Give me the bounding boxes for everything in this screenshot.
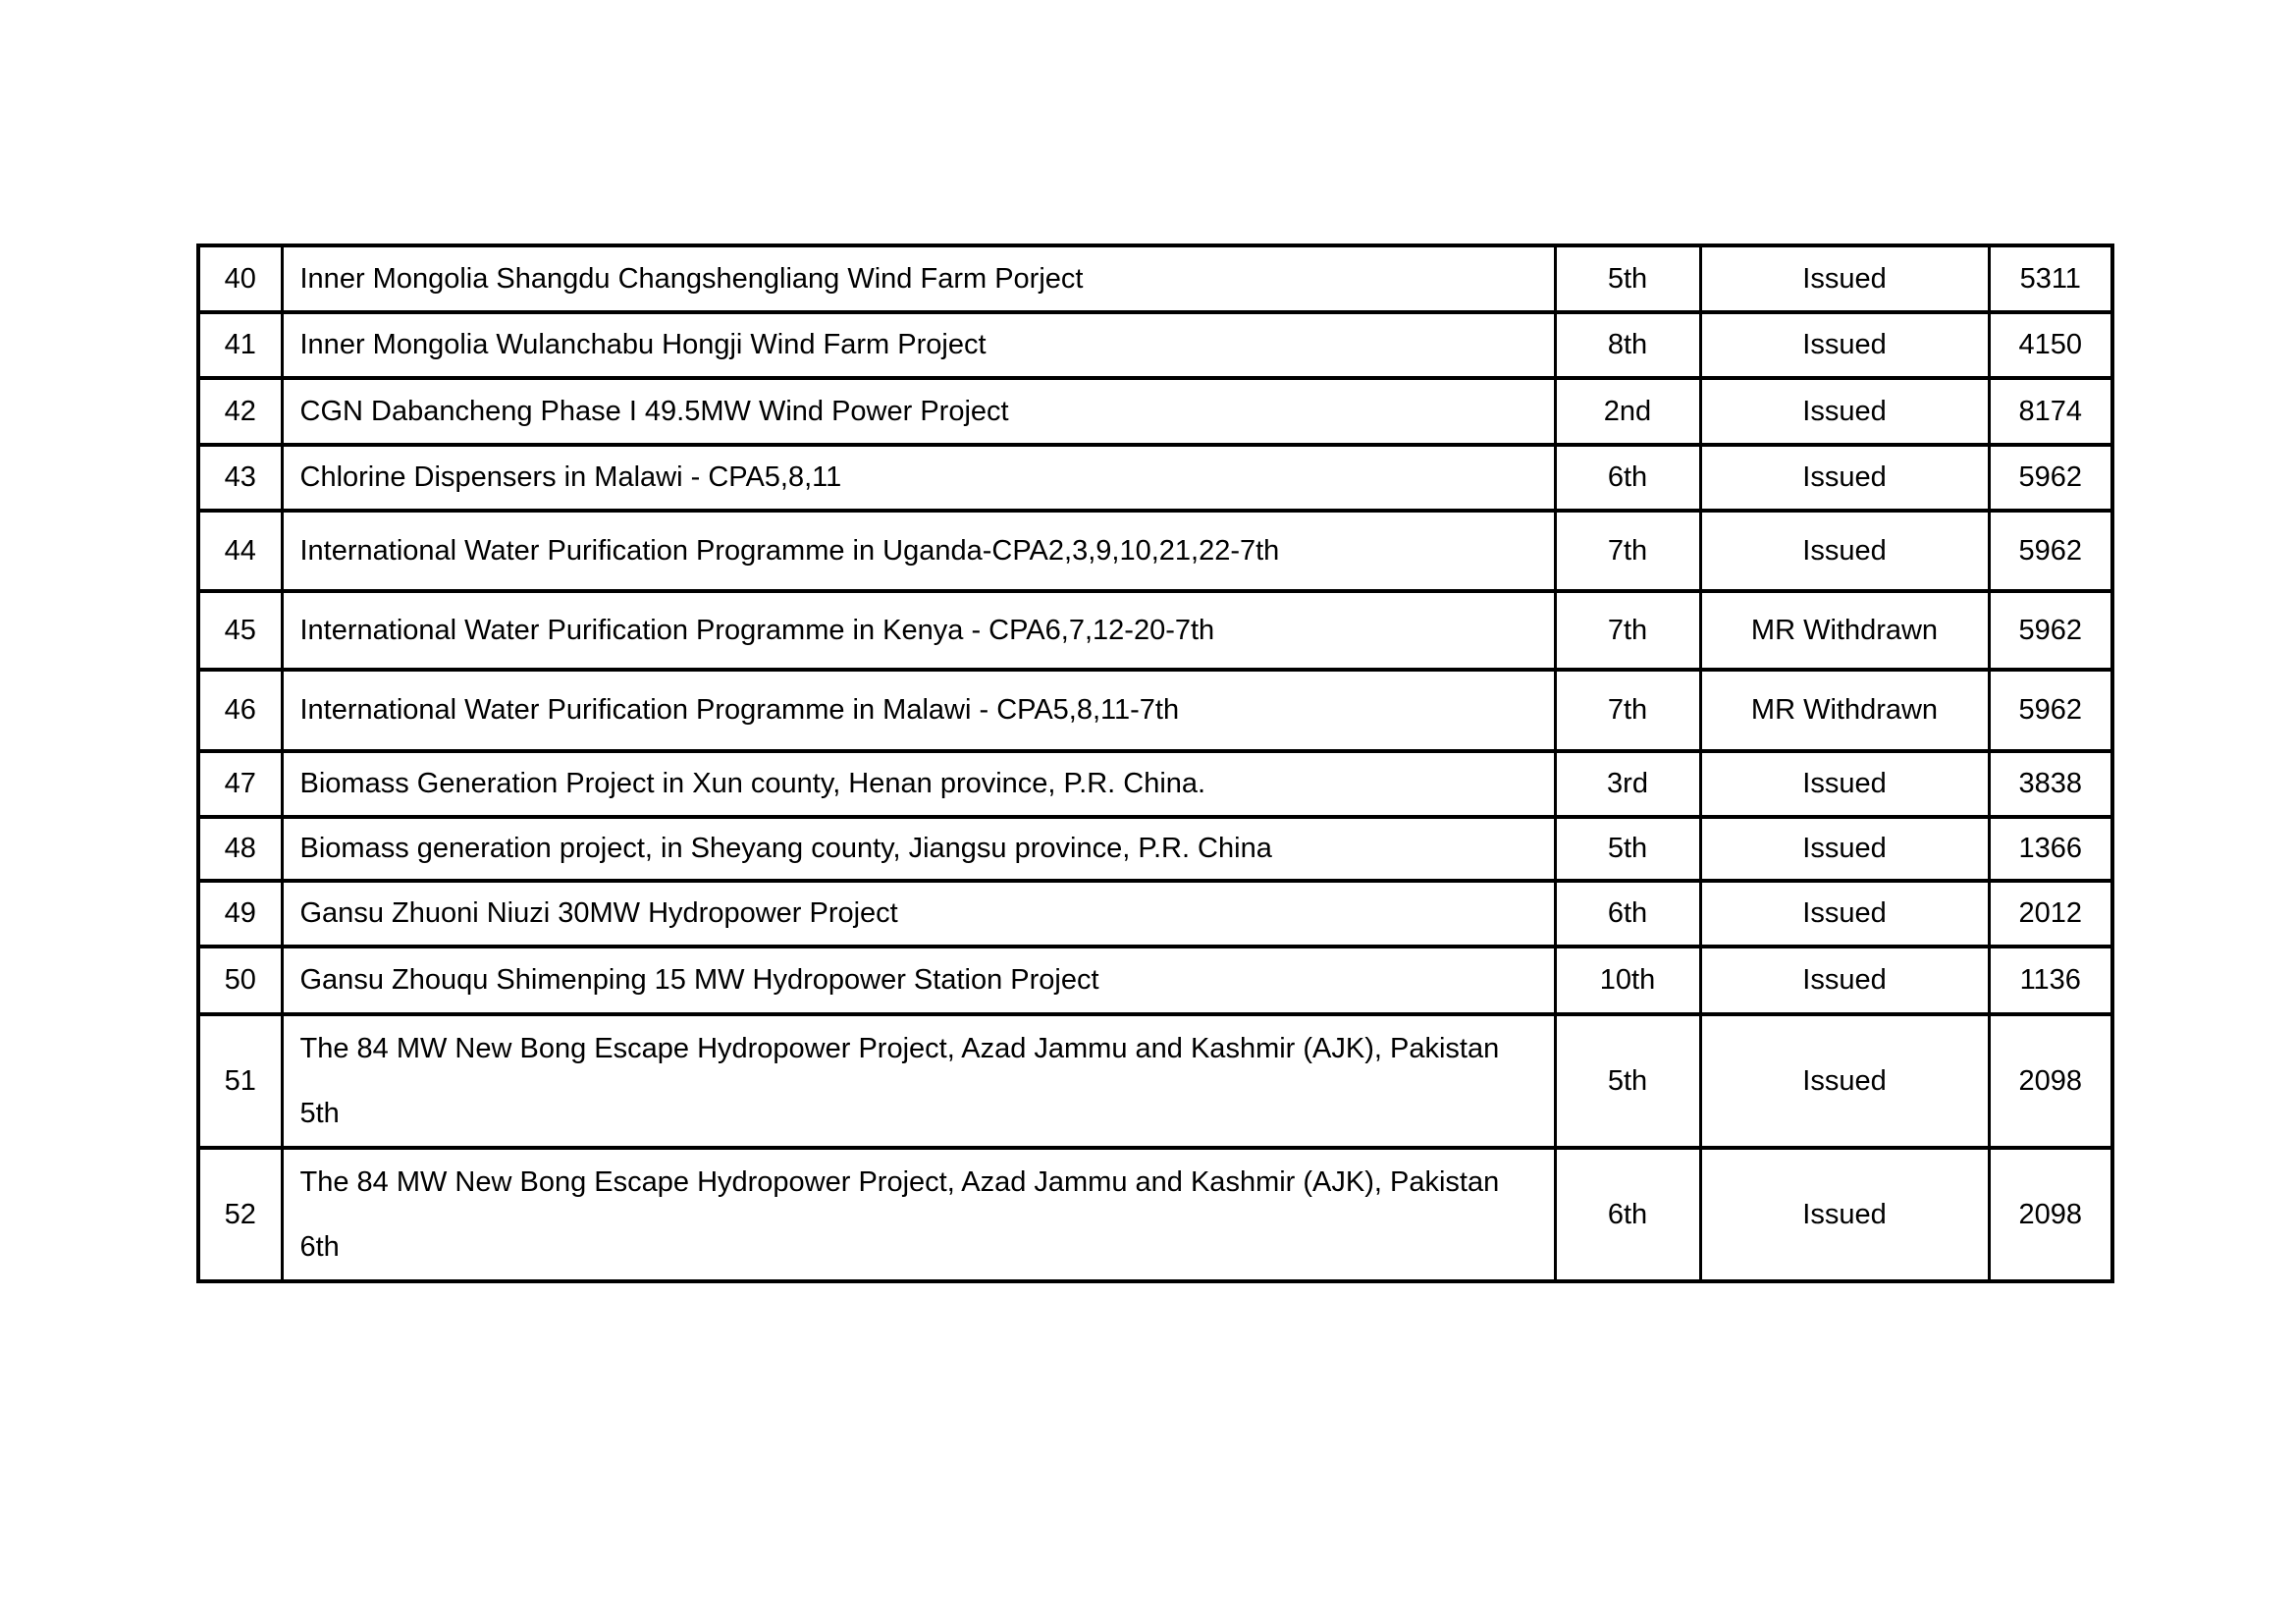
table-row — [198, 751, 2112, 817]
project-cell: Inner Mongolia Shangdu Changshengliang Wind Farm Porject — [282, 245, 1555, 312]
session-cell: 3rd — [1555, 751, 1700, 817]
table-row — [198, 947, 2112, 1014]
table-row — [198, 445, 2112, 511]
project-cell: International Water Purification Programme in Malawi - CPA5,8,11-7th — [282, 670, 1555, 751]
ref-cell: 5311 — [1989, 245, 2112, 312]
project-table-body — [198, 245, 2112, 1281]
status-cell: Issued — [1700, 751, 1989, 817]
row-number-cell: 42 — [198, 378, 282, 445]
status-cell: Issued — [1700, 947, 1989, 1014]
session-cell: 8th — [1555, 312, 1700, 378]
project-cell: Biomass Generation Project in Xun county, Henan province, P.R. China. — [282, 751, 1555, 817]
project-line-2: 5th — [299, 1098, 340, 1129]
status-cell: Issued — [1700, 245, 1989, 312]
session-cell: 5th — [1555, 1014, 1700, 1148]
project-line-1: The 84 MW New Bong Escape Hydropower Project, Azad Jammu and Kashmir (AJK), Pakistan — [299, 1166, 1500, 1198]
project-cell: Chlorine Dispensers in Malawi - CPA5,8,11 — [282, 445, 1555, 511]
project-cell: Biomass generation project, in Sheyang county, Jiangsu province, P.R. China — [282, 817, 1555, 881]
row-number-cell: 51 — [198, 1014, 282, 1148]
status-cell: Issued — [1700, 881, 1989, 947]
table-row — [198, 670, 2112, 751]
session-cell: 7th — [1555, 670, 1700, 751]
row-number-cell: 47 — [198, 751, 282, 817]
project-cell — [282, 1014, 1555, 1148]
status-cell: Issued — [1700, 511, 1989, 591]
status-cell: Issued — [1700, 312, 1989, 378]
row-number-cell: 48 — [198, 817, 282, 881]
session-cell: 5th — [1555, 817, 1700, 881]
table-row — [198, 245, 2112, 312]
status-cell: Issued — [1700, 1014, 1989, 1148]
ref-cell: 5962 — [1989, 670, 2112, 751]
session-cell: 6th — [1555, 445, 1700, 511]
table-row — [198, 591, 2112, 670]
row-number-cell: 41 — [198, 312, 282, 378]
ref-cell: 5962 — [1989, 445, 2112, 511]
project-cell: CGN Dabancheng Phase I 49.5MW Wind Power Project — [282, 378, 1555, 445]
ref-cell: 5962 — [1989, 591, 2112, 670]
row-number-cell: 46 — [198, 670, 282, 751]
status-cell: MR Withdrawn — [1700, 670, 1989, 751]
table-row — [198, 378, 2112, 445]
table-row — [198, 1148, 2112, 1281]
table-row — [198, 1014, 2112, 1148]
ref-cell: 2098 — [1989, 1014, 2112, 1148]
ref-cell: 8174 — [1989, 378, 2112, 445]
project-cell: Inner Mongolia Wulanchabu Hongji Wind Farm Project — [282, 312, 1555, 378]
row-number-cell: 45 — [198, 591, 282, 670]
table-row — [198, 511, 2112, 591]
project-cell — [282, 1148, 1555, 1281]
ref-cell: 2012 — [1989, 881, 2112, 947]
ref-cell: 3838 — [1989, 751, 2112, 817]
ref-cell: 1136 — [1989, 947, 2112, 1014]
row-number-cell: 50 — [198, 947, 282, 1014]
table-row — [198, 817, 2112, 881]
status-cell: Issued — [1700, 445, 1989, 511]
ref-cell: 2098 — [1989, 1148, 2112, 1281]
status-cell: Issued — [1700, 1148, 1989, 1281]
table-row — [198, 312, 2112, 378]
session-cell: 7th — [1555, 511, 1700, 591]
ref-cell: 1366 — [1989, 817, 2112, 881]
row-number-cell: 49 — [198, 881, 282, 947]
row-number-cell: 40 — [198, 245, 282, 312]
project-cell: International Water Purification Programme in Kenya - CPA6,7,12-20-7th — [282, 591, 1555, 670]
session-cell: 5th — [1555, 245, 1700, 312]
project-cell: International Water Purification Programme in Uganda-CPA2,3,9,10,21,22-7th — [282, 511, 1555, 591]
project-table — [196, 244, 2114, 1283]
session-cell: 2nd — [1555, 378, 1700, 445]
project-line-2: 6th — [299, 1231, 340, 1263]
session-cell: 6th — [1555, 881, 1700, 947]
session-cell: 7th — [1555, 591, 1700, 670]
row-number-cell: 52 — [198, 1148, 282, 1281]
project-line-1: The 84 MW New Bong Escape Hydropower Project, Azad Jammu and Kashmir (AJK), Pakistan — [299, 1033, 1500, 1064]
ref-cell: 4150 — [1989, 312, 2112, 378]
row-number-cell: 43 — [198, 445, 282, 511]
session-cell: 6th — [1555, 1148, 1700, 1281]
project-cell: Gansu Zhouqu Shimenping 15 MW Hydropower Station Project — [282, 947, 1555, 1014]
session-cell: 10th — [1555, 947, 1700, 1014]
row-number-cell: 44 — [198, 511, 282, 591]
status-cell: Issued — [1700, 378, 1989, 445]
project-cell: Gansu Zhuoni Niuzi 30MW Hydropower Project — [282, 881, 1555, 947]
status-cell: MR Withdrawn — [1700, 591, 1989, 670]
status-cell: Issued — [1700, 817, 1989, 881]
table-row — [198, 881, 2112, 947]
ref-cell: 5962 — [1989, 511, 2112, 591]
